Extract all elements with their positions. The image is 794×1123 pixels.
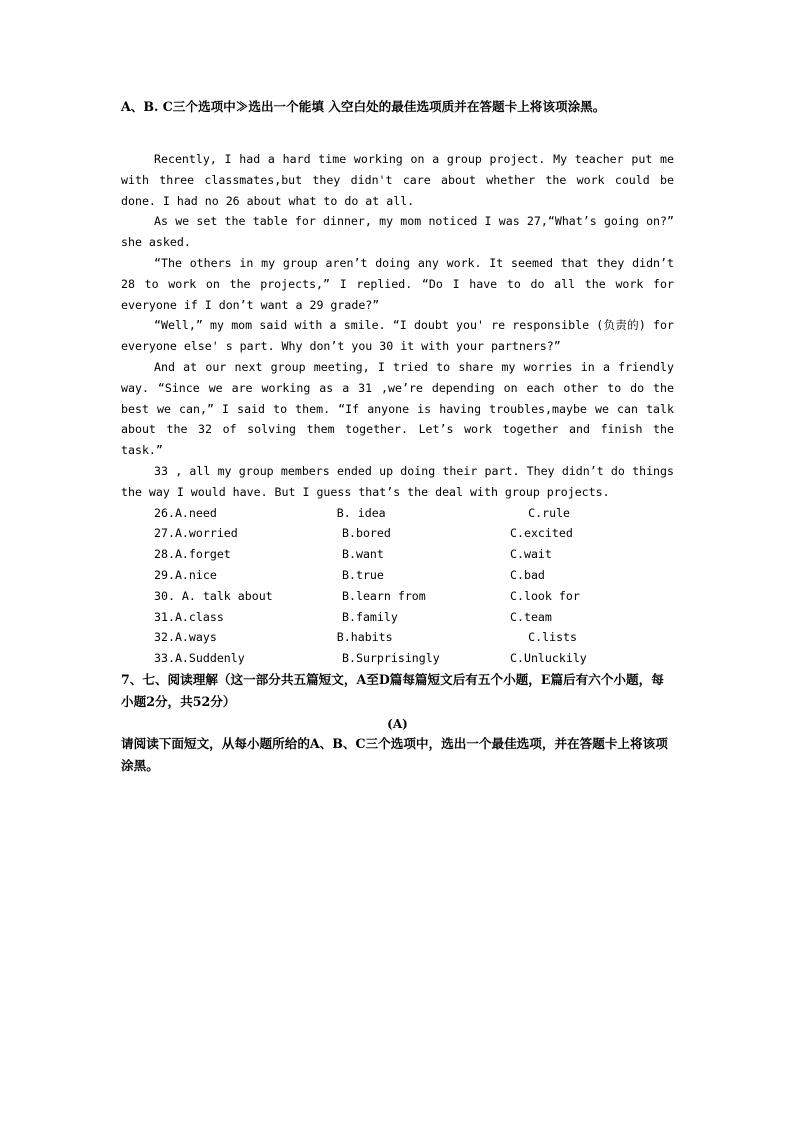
cloze-passage: [121, 149, 674, 503]
option-b: B. idea: [336, 505, 386, 520]
passage-paragraph-1: Recently, I had a hard time working on a group project. My teacher put me with three classmates,but they didn't care about whether the work could be done. I had no 26 about what to do at all.: [121, 152, 674, 208]
option-row-30: [121, 586, 674, 607]
option-a: 28.A.forget: [154, 547, 231, 562]
option-a: 33.A.Suddenly: [154, 651, 245, 666]
reading-instruction: 请阅读下面短文，从每小题所给的A、B、C三个选项中，选出一个最佳选项，并在答题卡上将该项涂黑。: [121, 735, 668, 773]
option-row-28: [121, 544, 674, 565]
option-row-31: [121, 607, 674, 628]
option-c: C.lists: [528, 630, 578, 645]
answer-options: [121, 503, 674, 669]
option-b: B.family: [342, 609, 398, 624]
option-c: C.look for: [510, 588, 580, 603]
option-b: B.learn from: [342, 588, 426, 603]
option-b: B.habits: [336, 630, 393, 645]
option-c: C.team: [510, 609, 552, 624]
cloze-instruction-heading: A、B. C三个选项中≫选出一个能填 入空白处的最佳选项质并在答题卡上将该项涂黑。: [121, 99, 606, 114]
option-row-27: [121, 523, 674, 544]
passage-paragraph-5: And at our next group meeting, I tried to share my worries in a friendly way. “Since we are working as a 31 ,we’re depending on each other to do the best we can,” I said to them. “If anyone is having troubles,maybe we can talk about the 32 of solving them together. Let’s work together and finish the task.”: [121, 359, 674, 458]
option-a: 26.A.need: [154, 505, 217, 520]
option-row-32: [121, 627, 674, 648]
option-row-33: [121, 648, 674, 669]
passage-paragraph-6: 33 , all my group members ended up doing their part. They didn’t do things the way I would have. But I guess that’s the deal with group projects.: [121, 463, 674, 499]
passage-paragraph-4: “Well,” my mom said with a smile. “I doubt you' re responsible (负责的) for everyone else' s part. Why don’t you 30 it with your partners?”: [121, 318, 674, 354]
option-a: 31.A.class: [154, 609, 224, 624]
option-c: C.Unluckily: [510, 651, 587, 666]
option-row-26: [121, 503, 674, 524]
option-a: 27.A.worried: [154, 526, 238, 541]
passage-paragraph-3: “The others in my group aren’t doing any work. It seemed that they didn’t 28 to work on the projects,” I replied. “Do I have to do all the work for everyone if I don’t want a 29 grade?”: [121, 255, 674, 312]
option-b: B.Surprisingly: [342, 651, 440, 666]
passage-paragraph-2: As we set the table for dinner, my mom noticed I was 27,“What’s going on?” she asked.: [121, 214, 674, 250]
document-page: [121, 96, 674, 777]
option-row-29: [121, 565, 674, 586]
option-c: C.rule: [528, 505, 571, 520]
passage-label: (A): [387, 716, 408, 731]
option-a: 30. A. talk about: [154, 588, 273, 603]
option-b: B.bored: [342, 526, 391, 541]
reading-section-title: 7、七、阅读理解（这一部分共五篇短文，A至D篇每篇短文后有五个小题，E篇后有六个小题，每小题2分，共52分）: [121, 671, 664, 709]
option-a: 32.A.ways: [154, 630, 217, 645]
option-b: B.true: [342, 567, 384, 582]
option-c: C.bad: [510, 567, 545, 582]
option-a: 29.A.nice: [154, 567, 217, 582]
option-c: C.excited: [510, 526, 573, 541]
option-c: C.wait: [510, 547, 552, 562]
option-b: B.want: [342, 547, 384, 562]
